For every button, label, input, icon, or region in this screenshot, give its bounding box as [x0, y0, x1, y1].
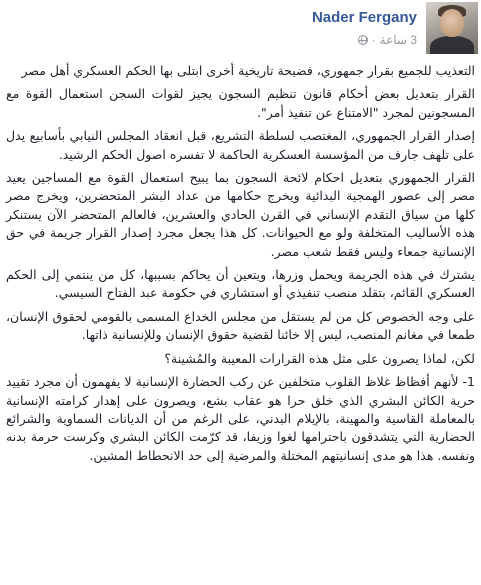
post-timestamp[interactable]: 3 ساعة: [379, 33, 417, 47]
post-paragraph-2: القرار بتعديل بعض أحكام قانون تنظيم السجون يجيز لقوات السجن استعمال القوة مع المسجونين لمجرد "الامتناع عن تنفيذ أمر".: [6, 86, 475, 120]
meta-separator: ·: [371, 33, 376, 47]
post-paragraph-4: القرار الجمهوري بتعديل احكام لائحة السجون بما يبيح استعمال القوة مع المساجين يعيد مصر إلى عصور الهمجية البدائية ويخرج حكامها من عداد البشر المتحضرين، ويخرج مصر كلها من سياق التقدم الإنساني في القرن الحادي والعشرين، فالعالم المتحضر الآن يستنكر هذه الأساليب المتخلفة ولو مع الحيوانات. كل هذا يجعل مجرد إصدار القرار جريمة في حق الإنسانية جمعاء وليس فقط شعب مصر.: [6, 170, 475, 259]
post-paragraph-6: على وجه الخصوص كل من لم يستقل من مجلس الخداع المسمى بالقومي لحقوق الإنسان، طمعا في مغانم المنصب، ليس إلا خائنا لقضية حقوق الإنسان وللإنسانية ذاتها.: [6, 308, 475, 343]
post-header: [0, 0, 481, 58]
avatar-shoulders: [430, 36, 474, 54]
post-body: [6, 62, 475, 470]
post-paragraph-7: لكن، لماذا يصرون على مثل هذه القرارات المعيبة والمُشينة؟: [164, 350, 475, 366]
post-paragraph-5: يشترك في هذه الجريمة ويحمل وزرها، ويتعين أن يحاكم بسببها، كل من ينتمي إلى الحكم العسكري القائم، بتقلد منصب تنفيذي أو استشاري في حكومة عبد الفتاح السيسي.: [6, 267, 475, 301]
author-name[interactable]: Nader Fergany: [311, 9, 417, 26]
post-paragraph-3: إصدار القرار الجمهوري، المغتصب لسلطة التشريع، قبل انعقاد المجلس النيابي بأسابيع يدل على تلهف جارف من المؤسسة العسكرية الحاكمة لا تفسره اصول الحكم الرشيد.: [6, 128, 475, 162]
post-paragraph-8: 1- لأنهم أفظاظ غلاظ القلوب متخلفين عن ركب الحضارة الإنسانية لا يفهمون أن مجرد تقييد حرية الكائن البشري الذي خلق حرا هو عقاب بشع، ويصرون على إهدار كرامته الإنسانية بالمعاملة القاسية والمهينة، بالإيلام البدني، على الرغم من أن الديانات السماوية والشرائع الحضارية التي يتشدقون باحترامها لغوا وزيفا، قد كرّمت الكائن البشري وكرست حرمة بدنه ونفسه. هذا هو مدى إنسانيتهم المختلة والمرضية إلى حد الانحطاط المشين.: [6, 374, 475, 463]
post-meta: [358, 32, 417, 48]
globe-icon[interactable]: [358, 35, 368, 45]
avatar-face: [440, 9, 464, 37]
post-paragraph-1: التعذيب للجميع بقرار جمهوري، فضيحة تاريخية أخرى ابتلى بها الحكم العسكري أهل مصر: [21, 63, 475, 78]
author-avatar[interactable]: [426, 2, 478, 54]
